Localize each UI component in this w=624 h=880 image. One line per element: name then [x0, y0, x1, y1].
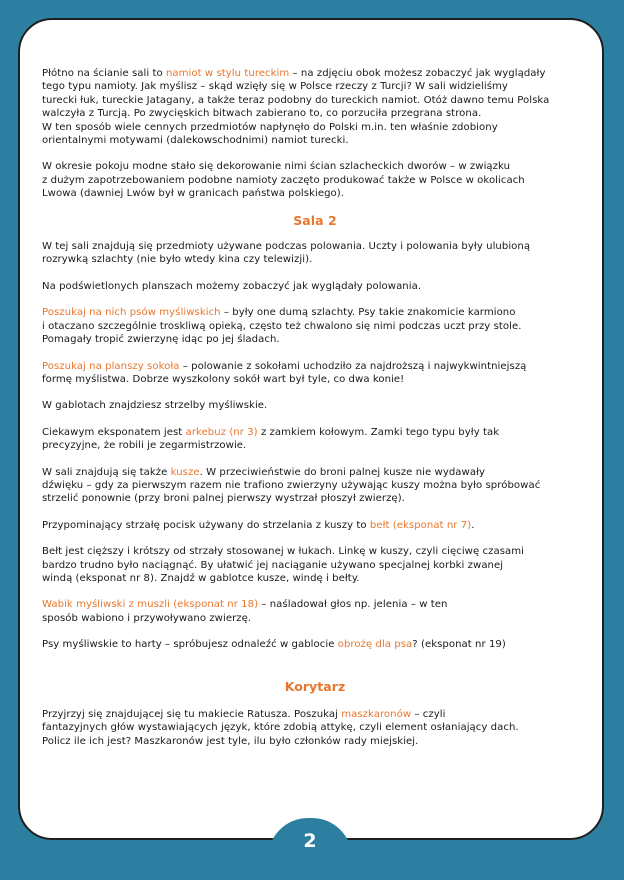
text-line: dźwięku – gdy za pierwszym razem nie trafiono zwierzyny używając kuszy można było spróbować — [42, 479, 541, 491]
text-line: turecki łuk, tureckie Jatagany, a także teraz podobny do tureckich namiot. Otóż dawno temu Polska — [42, 94, 550, 106]
highlight-bolt: bełt (eksponat nr 7) — [369, 519, 472, 531]
text-run: Ciekawym eksponatem jest — [42, 426, 186, 438]
text-run: – polowanie z sokołami uchodziło za najdroższą i najwykwintniejszą — [179, 360, 527, 372]
text-line: rozrywką szlachty (nie było wtedy kina czy telewizji). — [42, 254, 313, 266]
text-line: fantazyjnych głów wystawiających język, które zdobią attykę, czyli element osłaniający dach. — [42, 722, 519, 734]
text-line: formę myślistwa. Dobrze wyszkolony sokół wart był tyle, co dwa konie! — [42, 373, 405, 385]
text-line: W okresie pokoju modne stało się dekorowanie nimi ścian szlacheckich dworów – w związku — [42, 161, 511, 173]
text-run: W sali znajdują się także — [42, 466, 171, 478]
text-line: Pomagały tropić zwierzynę idąc po jej śladach. — [42, 334, 280, 346]
text-line: walczyła z Turcją. Po zwycięskich bitwach zabierano to, co porzuciła przegrana strona. — [42, 108, 482, 120]
text-line: windą (eksponat nr 8). Znajdź w gablotce kusze, windę i bełty. — [42, 572, 360, 584]
text-line: sposób wabiono i przywoływano zwierzę. — [42, 612, 252, 624]
text-run: ? (eksponat nr 19) — [412, 639, 506, 651]
text-run: Psy myśliwskie to harty – spróbujesz odnaleźć w gablocie — [42, 639, 338, 651]
highlight-crossbows: kusze — [170, 466, 200, 478]
text-line: i otaczano szczególnie troskliwą opieką, często też chwalono się nimi podczas uczt przy stole. — [42, 320, 522, 332]
highlight-decoy: Wabik myśliwski z muszli (eksponat nr 18) — [42, 599, 259, 611]
text-line: z dużym zapotrzebowaniem podobne namioty zaczęto produkować także w Polsce w okolicach — [42, 174, 525, 186]
paragraph-falcon — [42, 360, 588, 387]
highlight-falcon: Poszukaj na planszy sokoła — [42, 360, 180, 372]
text-run: Płótno na ścianie sali to — [42, 68, 166, 79]
paragraph-bolt — [42, 519, 588, 532]
section-heading-korytarz: Korytarz — [284, 678, 346, 694]
text-line: strzelić ponownie (przy broni palnej pierwszy wystrzał płoszył zwierzę). — [42, 493, 405, 505]
text-line: Na podświetlonych planszach możemy zobaczyć jak wyglądały polowania. — [42, 280, 422, 292]
paragraph-rifles — [42, 399, 588, 412]
text-line: precyzyjne, że robili je zegarmistrzowie. — [42, 440, 247, 452]
text-line: Lwowa (dawniej Lwów był w granicach państwa polskiego). — [42, 188, 345, 200]
highlight-arquebus: arkebuz (nr 3) — [185, 426, 258, 438]
text-run: Przypominający strzałę pocisk używany do strzelania z kuszy to — [42, 519, 370, 531]
paragraph-hunting-dogs — [42, 306, 588, 346]
text-line: W gablotach znajdziesz strzelby myśliwskie. — [42, 400, 268, 412]
page-content — [42, 67, 588, 761]
text-line: bardzo trudno było naciągnąć. By ułatwić jej naciąganie używano specjalnej korbki zwanej — [42, 559, 504, 571]
paragraph-boards — [42, 280, 588, 293]
paragraph-turkish-tent — [42, 67, 588, 147]
text-run: – były one dumą szlachty. Psy takie znakomicie karmiono — [220, 307, 516, 319]
text-run: . W przeciwieństwie do broni palnej kusze nie wydawały — [199, 466, 486, 478]
text-run: Przyjrzyj się znajdującej się tu makiecie Ratusza. Poszukaj — [42, 709, 342, 720]
text-run: – czyli — [411, 709, 446, 720]
highlight-turkish-tent: namiot w stylu tureckim — [165, 68, 290, 79]
highlight-hunting-dogs: Poszukaj na nich psów myśliwskich — [42, 307, 221, 319]
text-line: W ten sposób wiele cennych przedmiotów napłynęło do Polski m.in. ten właśnie zdobiony — [42, 121, 498, 133]
text-line: orientalnymi motywami (dalekowschodnimi) namiot turecki. — [42, 135, 349, 147]
paragraph-hunting-intro — [42, 240, 588, 267]
text-line: Bełt jest cięższy i krótszy od strzały stosowanej w łukach. Linkę w kuszy, czyli cięciwę czasami — [42, 546, 524, 558]
highlight-dog-collar: obrożę dla psa — [337, 639, 413, 651]
paragraph-town-hall-model — [42, 708, 588, 748]
page-number: 2 — [303, 830, 317, 852]
paragraph-decoy — [42, 598, 588, 625]
paragraph-arquebus — [42, 426, 588, 453]
paragraph-bolt-details — [42, 545, 588, 585]
text-line: W tej sali znajdują się przedmioty używane podczas polowania. Uczty i polowania były ulubioną — [42, 241, 531, 253]
text-run: – naśladował głos np. jelenia – w ten — [258, 599, 448, 611]
text-line: tego typu namioty. Jak myślisz – skąd wzięły się w Polsce rzeczy z Turcji? W sali widzieliśmy — [42, 81, 508, 93]
text-run: – na zdjęciu obok możesz zobaczyć jak wyglądały — [289, 68, 546, 79]
text-run: z zamkiem kołowym. Zamki tego typu były tak — [257, 426, 500, 438]
text-line: Policz ile ich jest? Maszkaronów jest tyle, ilu było członków rady miejskiej. — [42, 735, 419, 747]
paragraph-dog-collar — [42, 638, 588, 651]
text-run: . — [471, 519, 475, 531]
paragraph-peace-decoration — [42, 160, 588, 200]
paragraph-crossbows — [42, 466, 588, 506]
highlight-mascarons: maszkaronów — [341, 709, 412, 720]
section-heading-sala-2: Sala 2 — [293, 212, 337, 228]
